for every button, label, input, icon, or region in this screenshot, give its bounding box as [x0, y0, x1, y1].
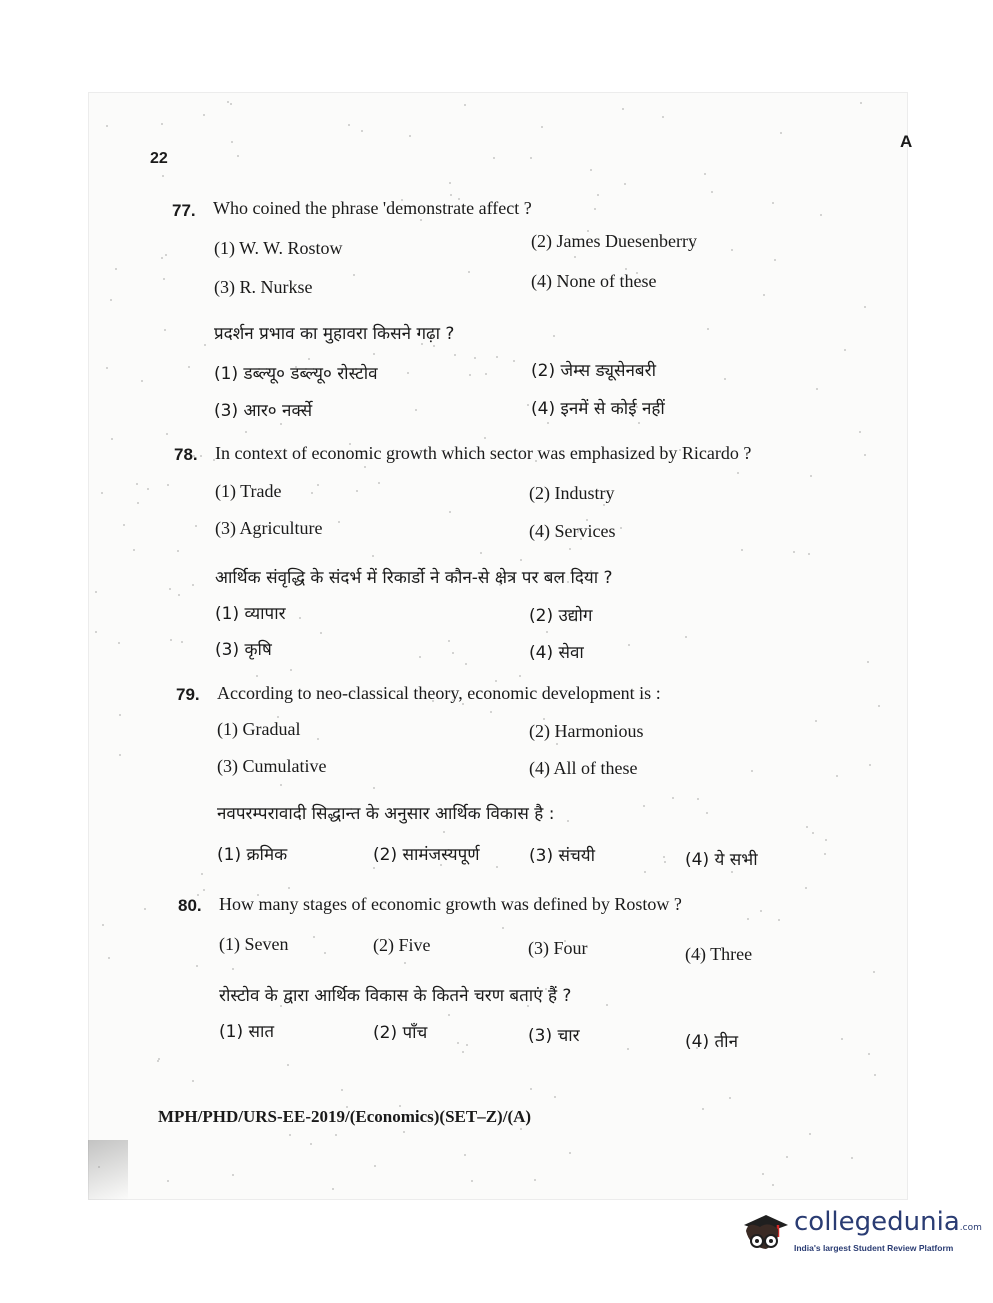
option-en: (1) Trade: [215, 481, 282, 501]
scan-speck: [433, 345, 435, 347]
option-en: (3) Four: [528, 938, 588, 958]
scan-speck: [697, 798, 699, 800]
option-hi: (4) सेवा: [529, 643, 584, 663]
option-en: (2) Industry: [529, 483, 615, 503]
scan-speck: [702, 1108, 704, 1110]
scan-speck: [471, 1180, 473, 1182]
scan-speck: [747, 918, 749, 920]
scan-speck: [203, 114, 205, 116]
scan-speck: [468, 271, 470, 273]
scan-speck: [161, 123, 163, 125]
scan-speck: [419, 656, 421, 658]
scan-speck: [664, 861, 666, 863]
scan-speck: [806, 826, 808, 828]
option-hi: (1) क्रमिक: [217, 845, 288, 865]
scan-speck: [860, 102, 862, 104]
scan-speck: [169, 588, 171, 590]
scan-speck: [373, 867, 375, 869]
option-en: (4) Three: [685, 944, 753, 964]
question-text-en: How many stages of economic growth was defined by Rostow ?: [219, 894, 682, 914]
scan-speck: [287, 1064, 289, 1066]
option-hi: (2) जेम्स ड्यूसेनबरी: [531, 361, 656, 381]
scan-speck: [534, 1179, 536, 1181]
scan-speck: [841, 1038, 843, 1040]
scan-speck: [786, 1156, 788, 1158]
question-number: 78.: [174, 445, 198, 464]
question-number: 79.: [176, 685, 200, 704]
question-text-hi: नवपरम्परावादी सिद्धान्त के अनुसार आर्थिक विकास है :: [217, 804, 555, 824]
scan-speck: [237, 155, 239, 157]
scan-speck: [449, 511, 451, 513]
option-hi: (3) आर० नर्क्से: [214, 401, 313, 421]
option-hi: (1) व्यापार: [215, 604, 286, 624]
scan-speck: [162, 175, 164, 177]
scan-speck: [502, 927, 504, 929]
scan-speck: [110, 299, 112, 301]
option-en: (1) Seven: [219, 934, 289, 954]
option-hi: (2) सामंजस्यपूर्ण: [373, 845, 480, 865]
scan-speck: [166, 433, 168, 435]
question-text-hi: रोस्टोव के द्वारा आर्थिक विकास के कितने चरण बताएं हैं ?: [219, 986, 572, 1006]
scan-speck: [569, 1152, 571, 1154]
scan-speck: [101, 492, 103, 494]
scan-speck: [706, 812, 708, 814]
scan-speck: [627, 1048, 629, 1050]
option-hi: (4) तीन: [685, 1032, 739, 1052]
option-en: (4) None of these: [531, 271, 657, 291]
scan-speck: [825, 839, 827, 841]
scan-speck: [356, 490, 358, 492]
scan-speck: [751, 770, 753, 772]
scan-speck: [628, 644, 630, 646]
scan-speck: [672, 797, 674, 799]
scan-speck: [457, 1042, 459, 1044]
scan-speck: [289, 1134, 291, 1136]
scan-speck: [729, 1097, 731, 1099]
scan-speck: [310, 1143, 312, 1145]
option-en: (1) Gradual: [217, 719, 301, 739]
scan-speck: [188, 366, 190, 368]
scanned-page: [88, 92, 908, 1200]
scan-speck: [409, 135, 411, 137]
question-text-hi: आर्थिक संवृद्धि के संदर्भ में रिकार्डो ने कौन-से क्षेत्र पर बल दिया ?: [215, 568, 613, 588]
scan-speck: [196, 965, 198, 967]
scan-speck: [200, 455, 202, 457]
scan-speck: [161, 257, 163, 259]
scan-speck: [774, 259, 776, 261]
option-hi: (3) कृषि: [215, 640, 272, 660]
question-text-en: Who coined the phrase 'demonstrate affect ?: [213, 198, 532, 218]
scan-speck: [192, 1080, 194, 1082]
scan-speck: [231, 141, 233, 143]
page-edge-shadow: [88, 1140, 128, 1200]
scan-speck: [554, 1096, 556, 1098]
scan-speck: [547, 422, 549, 424]
scan-speck: [201, 873, 203, 875]
scan-speck: [313, 936, 315, 938]
scan-speck: [167, 1180, 169, 1182]
scan-speck: [878, 705, 880, 707]
scan-speck: [737, 472, 739, 474]
collegedunia-logo: [738, 1203, 982, 1263]
option-hi: (4) इनमें से कोई नहीं: [531, 399, 665, 419]
option-en: (2) Harmonious: [529, 721, 644, 741]
question-number: 77.: [172, 201, 196, 220]
option-en: (2) James Duesenberry: [531, 231, 697, 251]
scan-speck: [493, 157, 495, 159]
scan-speck: [177, 550, 179, 552]
option-hi: (4) ये सभी: [685, 850, 758, 870]
scan-speck: [230, 103, 232, 105]
option-en: (4) Services: [529, 521, 616, 541]
set-letter: A: [900, 132, 913, 151]
option-hi: (1) सात: [219, 1022, 275, 1042]
scan-speck: [404, 962, 406, 964]
scan-speck: [324, 952, 326, 954]
scan-speck: [403, 1131, 405, 1133]
scan-speck: [530, 1088, 532, 1090]
scan-speck: [454, 354, 456, 356]
option-en: (4) All of these: [529, 758, 638, 778]
scan-speck: [364, 466, 366, 468]
scan-speck: [378, 482, 380, 484]
scan-speck: [147, 488, 149, 490]
question-number: 80.: [178, 896, 202, 915]
scan-speck: [484, 437, 486, 439]
scan-speck: [452, 652, 454, 654]
scan-speck: [480, 552, 482, 554]
logo-name: collegedunia: [794, 1207, 960, 1237]
scan-speck: [203, 889, 205, 891]
scan-speck: [420, 219, 422, 221]
graduate-mascot-icon: [738, 1203, 794, 1259]
question-text-en: According to neo-classical theory, economic development is :: [217, 683, 661, 703]
option-en: (2) Five: [373, 935, 431, 955]
option-en: (3) Cumulative: [217, 756, 327, 776]
logo-suffix: .com: [959, 1223, 982, 1233]
scan-speck: [836, 775, 838, 777]
option-hi: (3) चार: [528, 1026, 580, 1046]
scan-speck: [137, 502, 139, 504]
option-hi: (2) पाँच: [373, 1023, 428, 1043]
question-text-hi: प्रदर्शन प्रभाव का मुहावरा किसने गढ़ा ?: [214, 324, 455, 344]
scan-speck: [496, 866, 498, 868]
scan-speck: [603, 504, 605, 506]
option-en: (3) Agriculture: [215, 518, 323, 538]
option-hi: (3) संचयी: [529, 846, 596, 866]
scan-speck: [308, 358, 310, 360]
scan-speck: [111, 438, 113, 440]
scan-speck: [311, 492, 313, 494]
option-hi: (2) उद्योग: [529, 606, 593, 626]
scan-speck: [644, 871, 646, 873]
option-en: (1) W. W. Rostow: [214, 238, 343, 258]
page-number: 22: [150, 150, 168, 167]
logo-tagline: India's largest Student Review Platform: [794, 1243, 954, 1253]
scan-speck: [707, 328, 709, 330]
scan-speck: [232, 968, 234, 970]
paper-code-footer: MPH/PHD/URS-EE-2019/(Economics)(SET–Z)/(A): [158, 1107, 532, 1126]
scan-speck: [815, 720, 817, 722]
option-en: (3) R. Nurkse: [214, 277, 313, 297]
scan-speck: [141, 380, 143, 382]
scan-speck: [373, 787, 375, 789]
scan-speck: [466, 1044, 468, 1046]
scan-speck: [170, 639, 172, 641]
scan-speck: [338, 521, 340, 523]
scan-speck: [620, 527, 622, 529]
scan-speck: [780, 132, 782, 134]
scan-speck: [299, 617, 301, 619]
option-hi: (1) डब्ल्यू० डब्ल्यू० रोस्टोव: [214, 364, 378, 384]
question-text-en: In context of economic growth which sector was emphasized by Ricardo ?: [215, 443, 752, 463]
scan-speck: [372, 555, 374, 557]
scan-speck: [778, 919, 780, 921]
scan-speck: [373, 353, 375, 355]
scan-speck: [873, 971, 875, 973]
